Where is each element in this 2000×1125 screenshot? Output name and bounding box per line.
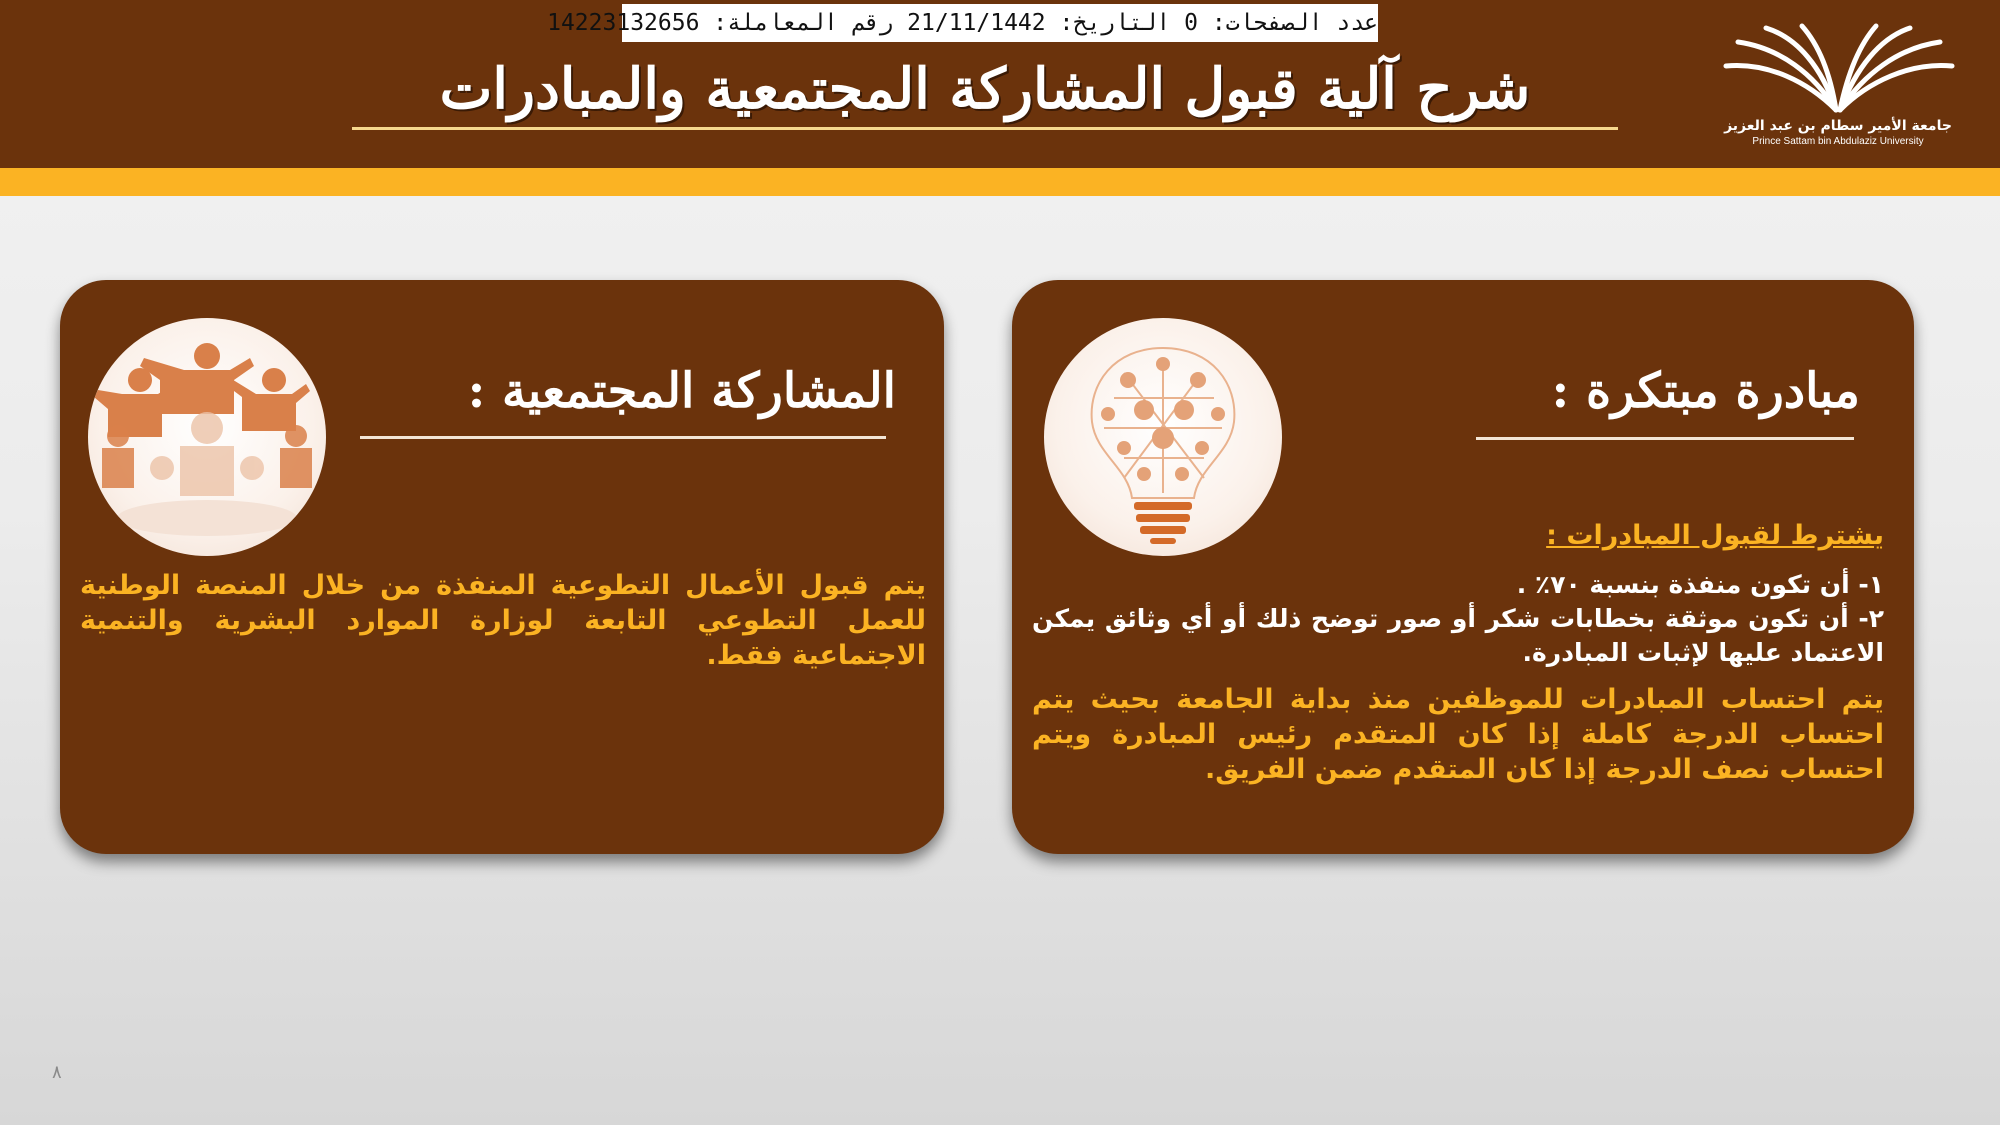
- conditions-title: يشترط لقبول المبادرات :: [1546, 520, 1884, 551]
- lightbulb-icon: [1044, 318, 1282, 556]
- people-circle-icon: [88, 318, 326, 556]
- logo-english-text: Prince Sattam bin Abdulaziz University: [1752, 136, 1924, 147]
- community-text: يتم قبول الأعمال التطوعية المنفذة من خلال المنصة الوطنية للعمل التطوعي التابعة لوزارة الموارد البشرية والتنمية الاجتماعية فقط.: [80, 570, 926, 671]
- header-stripe: [0, 168, 2000, 196]
- initiative-heading-underline: [1476, 437, 1854, 440]
- page-number: ٨: [52, 1062, 62, 1083]
- university-logo-icon: [1718, 22, 1958, 150]
- condition-2: ٢- أن تكون موثقة بخطابات شكر أو صور توضح ذلك أو أي وثائق يمكن الاعتماد عليها لإثبات المبادرة.: [1032, 604, 1884, 667]
- condition-1: ١- أن تكون منفذة بنسبة ٧٠٪ .: [1516, 570, 1884, 599]
- document-meta: عدد الصفحات: 0 التاريخ: 21/11/1442 رقم المعاملة: 14223132656: [622, 4, 1378, 42]
- initiative-heading: مبادرة مبتكرة :: [1551, 363, 1860, 419]
- community-heading: المشاركة المجتمعية :: [467, 363, 896, 419]
- community-heading-underline: [360, 436, 886, 439]
- community-participation-card: [60, 280, 944, 854]
- title-underline: [352, 127, 1618, 130]
- page-title: شرح آلية قبول المشاركة المجتمعية والمبادرات: [439, 56, 1531, 122]
- logo-arabic-text: جامعة الأمير سطام بن عبد العزيز: [1724, 118, 1952, 134]
- innovative-initiative-card: [1012, 280, 1914, 854]
- initiative-note: يتم احتساب المبادرات للموظفين منذ بداية الجامعة بحيث يتم احتساب الدرجة كاملة إذا كان المتقدم رئيس المبادرة ويتم احتساب نصف الدرجة إذا كان المتقدم ضمن الفريق.: [1032, 684, 1884, 785]
